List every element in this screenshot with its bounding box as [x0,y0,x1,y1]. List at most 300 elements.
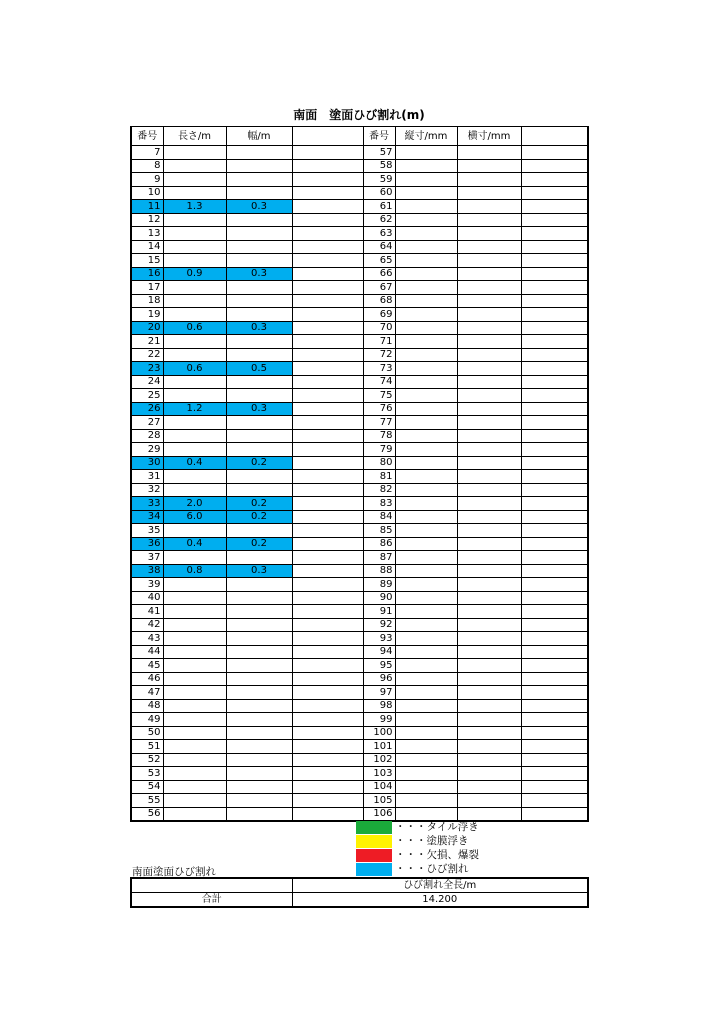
table-row [131,578,588,592]
row-vertical [395,146,457,160]
table-row [131,551,588,565]
row-blank-2 [521,375,588,389]
row-horizontal [457,348,521,362]
row-horizontal [457,618,521,632]
row-blank-2 [521,632,588,646]
row-number: 41 [131,605,163,619]
row-blank-2 [521,780,588,794]
row-vertical [395,254,457,268]
row-blank-2 [521,645,588,659]
row-vertical [395,173,457,187]
row-width [226,483,292,497]
row-number: 11 [131,200,163,214]
row-number: 46 [131,672,163,686]
row-number-2: 94 [363,645,395,659]
row-number: 14 [131,240,163,254]
row-horizontal [457,213,521,227]
row-number: 27 [131,416,163,430]
row-horizontal [457,186,521,200]
row-horizontal [457,240,521,254]
row-vertical [395,753,457,767]
row-blank [292,807,363,821]
row-number: 15 [131,254,163,268]
row-width: 0.3 [226,267,292,281]
row-number-2: 86 [363,537,395,551]
row-width [226,740,292,754]
row-length [163,294,226,308]
table-row [131,200,588,214]
row-blank [292,537,363,551]
row-width: 0.2 [226,510,292,524]
row-number: 29 [131,443,163,457]
row-blank [292,389,363,403]
row-horizontal [457,321,521,335]
row-number: 8 [131,159,163,173]
row-length [163,389,226,403]
row-vertical [395,281,457,295]
row-vertical [395,267,457,281]
legend-swatch [356,849,392,862]
row-number: 37 [131,551,163,565]
legend-swatch [356,835,392,848]
table-row [131,375,588,389]
row-width [226,416,292,430]
header-vertical: 縦寸/mm [395,127,457,146]
row-number: 50 [131,726,163,740]
row-number-2: 103 [363,767,395,781]
row-vertical [395,308,457,322]
table-row [131,146,588,160]
row-horizontal [457,632,521,646]
row-vertical [395,456,457,470]
row-number-2: 73 [363,362,395,376]
row-length [163,618,226,632]
row-width [226,605,292,619]
row-blank-2 [521,254,588,268]
row-number-2: 87 [363,551,395,565]
row-width [226,443,292,457]
row-horizontal [457,551,521,565]
row-vertical [395,294,457,308]
row-horizontal [457,173,521,187]
row-vertical [395,605,457,619]
table-row [131,780,588,794]
row-number: 52 [131,753,163,767]
row-horizontal [457,753,521,767]
section-label: 南面塗面ひび割れ [132,866,216,878]
row-vertical [395,645,457,659]
table-row [131,510,588,524]
row-blank-2 [521,659,588,673]
table-row [131,308,588,322]
row-number-2: 79 [363,443,395,457]
row-blank [292,470,363,484]
row-width [226,294,292,308]
row-vertical [395,780,457,794]
row-blank-2 [521,753,588,767]
row-blank [292,726,363,740]
row-length: 0.8 [163,564,226,578]
row-horizontal [457,308,521,322]
row-number: 48 [131,699,163,713]
row-length [163,443,226,457]
summary-total-value: 14.200 [292,893,588,908]
row-blank [292,524,363,538]
table-row [131,672,588,686]
table-row [131,686,588,700]
row-blank-2 [521,537,588,551]
row-width [226,186,292,200]
row-number-2: 69 [363,308,395,322]
row-horizontal [457,267,521,281]
row-blank-2 [521,429,588,443]
table-row [131,753,588,767]
row-length: 1.3 [163,200,226,214]
row-width [226,375,292,389]
row-vertical [395,200,457,214]
row-blank [292,497,363,511]
row-horizontal [457,456,521,470]
row-width [226,713,292,727]
row-number-2: 96 [363,672,395,686]
row-width [226,618,292,632]
table-row [131,294,588,308]
row-horizontal [457,402,521,416]
row-horizontal [457,389,521,403]
table-row [131,348,588,362]
row-blank-2 [521,564,588,578]
row-blank-2 [521,578,588,592]
row-blank [292,186,363,200]
summary-total-label: 合計 [131,893,292,908]
table-row [131,213,588,227]
row-number: 43 [131,632,163,646]
row-number: 56 [131,807,163,821]
table-row [131,537,588,551]
row-width [226,591,292,605]
row-number-2: 99 [363,713,395,727]
row-number-2: 95 [363,659,395,673]
row-blank-2 [521,699,588,713]
row-number: 13 [131,227,163,241]
row-vertical [395,767,457,781]
row-length [163,699,226,713]
row-blank-2 [521,510,588,524]
row-length [163,240,226,254]
row-horizontal [457,686,521,700]
header-number: 番号 [131,127,163,146]
row-number: 36 [131,537,163,551]
row-blank [292,254,363,268]
row-number-2: 74 [363,375,395,389]
row-horizontal [457,740,521,754]
row-width [226,146,292,160]
row-horizontal [457,659,521,673]
summary-table [130,877,589,908]
row-horizontal [457,578,521,592]
table-row [131,483,588,497]
row-blank [292,173,363,187]
row-blank [292,227,363,241]
row-number: 28 [131,429,163,443]
row-length: 1.2 [163,402,226,416]
row-length [163,767,226,781]
table-row [131,632,588,646]
table-row [131,281,588,295]
table-row [131,645,588,659]
row-width: 0.3 [226,200,292,214]
row-vertical [395,618,457,632]
row-blank-2 [521,524,588,538]
row-blank-2 [521,200,588,214]
row-blank-2 [521,362,588,376]
row-number: 26 [131,402,163,416]
row-vertical [395,213,457,227]
table-row [131,389,588,403]
header-length: 長さ/m [163,127,226,146]
row-number-2: 104 [363,780,395,794]
row-horizontal [457,281,521,295]
row-width [226,213,292,227]
row-number: 23 [131,362,163,376]
row-length: 0.4 [163,456,226,470]
row-number-2: 106 [363,807,395,821]
row-horizontal [457,254,521,268]
row-length [163,470,226,484]
row-length [163,659,226,673]
row-number-2: 68 [363,294,395,308]
row-blank [292,699,363,713]
row-number-2: 66 [363,267,395,281]
row-number-2: 75 [363,389,395,403]
row-blank-2 [521,551,588,565]
row-number: 25 [131,389,163,403]
row-number-2: 70 [363,321,395,335]
row-blank [292,362,363,376]
row-width [226,659,292,673]
row-blank [292,551,363,565]
row-horizontal [457,335,521,349]
row-width [226,686,292,700]
table-row [131,335,588,349]
row-vertical [395,699,457,713]
row-width [226,335,292,349]
header-width: 幅/m [226,127,292,146]
row-vertical [395,510,457,524]
row-number-2: 67 [363,281,395,295]
table-row [131,767,588,781]
row-length [163,632,226,646]
row-number-2: 83 [363,497,395,511]
row-length [163,645,226,659]
row-width [226,672,292,686]
row-number-2: 63 [363,227,395,241]
row-vertical [395,591,457,605]
row-blank [292,618,363,632]
row-blank [292,443,363,457]
row-blank [292,375,363,389]
row-width [226,348,292,362]
row-length [163,335,226,349]
row-blank-2 [521,794,588,808]
row-number: 18 [131,294,163,308]
row-number: 54 [131,780,163,794]
row-blank [292,659,363,673]
row-blank-2 [521,767,588,781]
row-number-2: 72 [363,348,395,362]
row-number-2: 60 [363,186,395,200]
table-row [131,254,588,268]
page-title: 南面 塗面ひび割れ(m) [293,108,425,122]
table-row [131,402,588,416]
table-row [131,267,588,281]
row-blank [292,780,363,794]
row-blank-2 [521,281,588,295]
row-blank [292,402,363,416]
row-vertical [395,321,457,335]
summary-header-total-length: ひび割れ全長/m [292,878,588,893]
row-horizontal [457,510,521,524]
row-blank [292,348,363,362]
row-number-2: 71 [363,335,395,349]
row-number: 40 [131,591,163,605]
row-length: 6.0 [163,510,226,524]
row-vertical [395,726,457,740]
row-horizontal [457,497,521,511]
row-number-2: 100 [363,726,395,740]
row-width [226,645,292,659]
legend-label: ・・・塗膜浮き [395,835,469,847]
row-width [226,254,292,268]
row-width [226,753,292,767]
row-number-2: 61 [363,200,395,214]
row-vertical [395,159,457,173]
row-number: 19 [131,308,163,322]
row-vertical [395,713,457,727]
table-header-row [131,127,588,146]
row-blank-2 [521,335,588,349]
row-length [163,672,226,686]
row-length [163,605,226,619]
table-row [131,618,588,632]
row-width: 0.3 [226,564,292,578]
row-length: 0.4 [163,537,226,551]
row-horizontal [457,713,521,727]
table-row [131,159,588,173]
row-width [226,578,292,592]
row-length [163,186,226,200]
table-row [131,564,588,578]
row-blank [292,510,363,524]
row-blank [292,564,363,578]
row-vertical [395,497,457,511]
row-blank [292,767,363,781]
row-blank-2 [521,389,588,403]
row-horizontal [457,362,521,376]
table-row [131,794,588,808]
table-row [131,429,588,443]
row-blank [292,483,363,497]
row-number-2: 97 [363,686,395,700]
row-vertical [395,807,457,821]
row-width [226,767,292,781]
row-vertical [395,740,457,754]
header-horizontal: 横寸/mm [457,127,521,146]
row-horizontal [457,416,521,430]
row-number: 38 [131,564,163,578]
table-row [131,699,588,713]
row-length [163,740,226,754]
row-blank [292,213,363,227]
row-number-2: 92 [363,618,395,632]
row-length [163,794,226,808]
row-blank-2 [521,456,588,470]
legend-label: ・・・ひび割れ [395,863,469,875]
row-number: 34 [131,510,163,524]
table-row [131,456,588,470]
row-length [163,713,226,727]
row-width [226,159,292,173]
table-row [131,470,588,484]
row-vertical [395,470,457,484]
row-length [163,227,226,241]
row-blank [292,456,363,470]
row-blank-2 [521,605,588,619]
row-vertical [395,402,457,416]
row-vertical [395,389,457,403]
row-vertical [395,240,457,254]
summary-total-row [131,893,588,908]
row-vertical [395,443,457,457]
header-blank-2 [521,127,588,146]
row-blank [292,591,363,605]
row-horizontal [457,470,521,484]
row-length [163,578,226,592]
legend-swatch [356,863,392,876]
row-width [226,551,292,565]
row-number: 49 [131,713,163,727]
row-blank-2 [521,416,588,430]
row-length [163,375,226,389]
row-blank-2 [521,267,588,281]
row-width: 0.2 [226,456,292,470]
legend-label: ・・・タイル浮き [395,821,479,833]
row-number-2: 90 [363,591,395,605]
row-vertical [395,578,457,592]
table-row [131,416,588,430]
row-vertical [395,632,457,646]
summary-header-blank [131,878,292,893]
row-blank [292,713,363,727]
row-vertical [395,227,457,241]
table-row [131,497,588,511]
row-blank-2 [521,591,588,605]
row-blank [292,429,363,443]
row-blank-2 [521,227,588,241]
row-vertical [395,659,457,673]
row-vertical [395,335,457,349]
row-horizontal [457,807,521,821]
row-length [163,726,226,740]
row-blank [292,794,363,808]
row-width [226,726,292,740]
table-row [131,713,588,727]
row-blank [292,281,363,295]
row-width [226,807,292,821]
row-blank-2 [521,740,588,754]
row-horizontal [457,200,521,214]
crack-table [130,126,589,822]
